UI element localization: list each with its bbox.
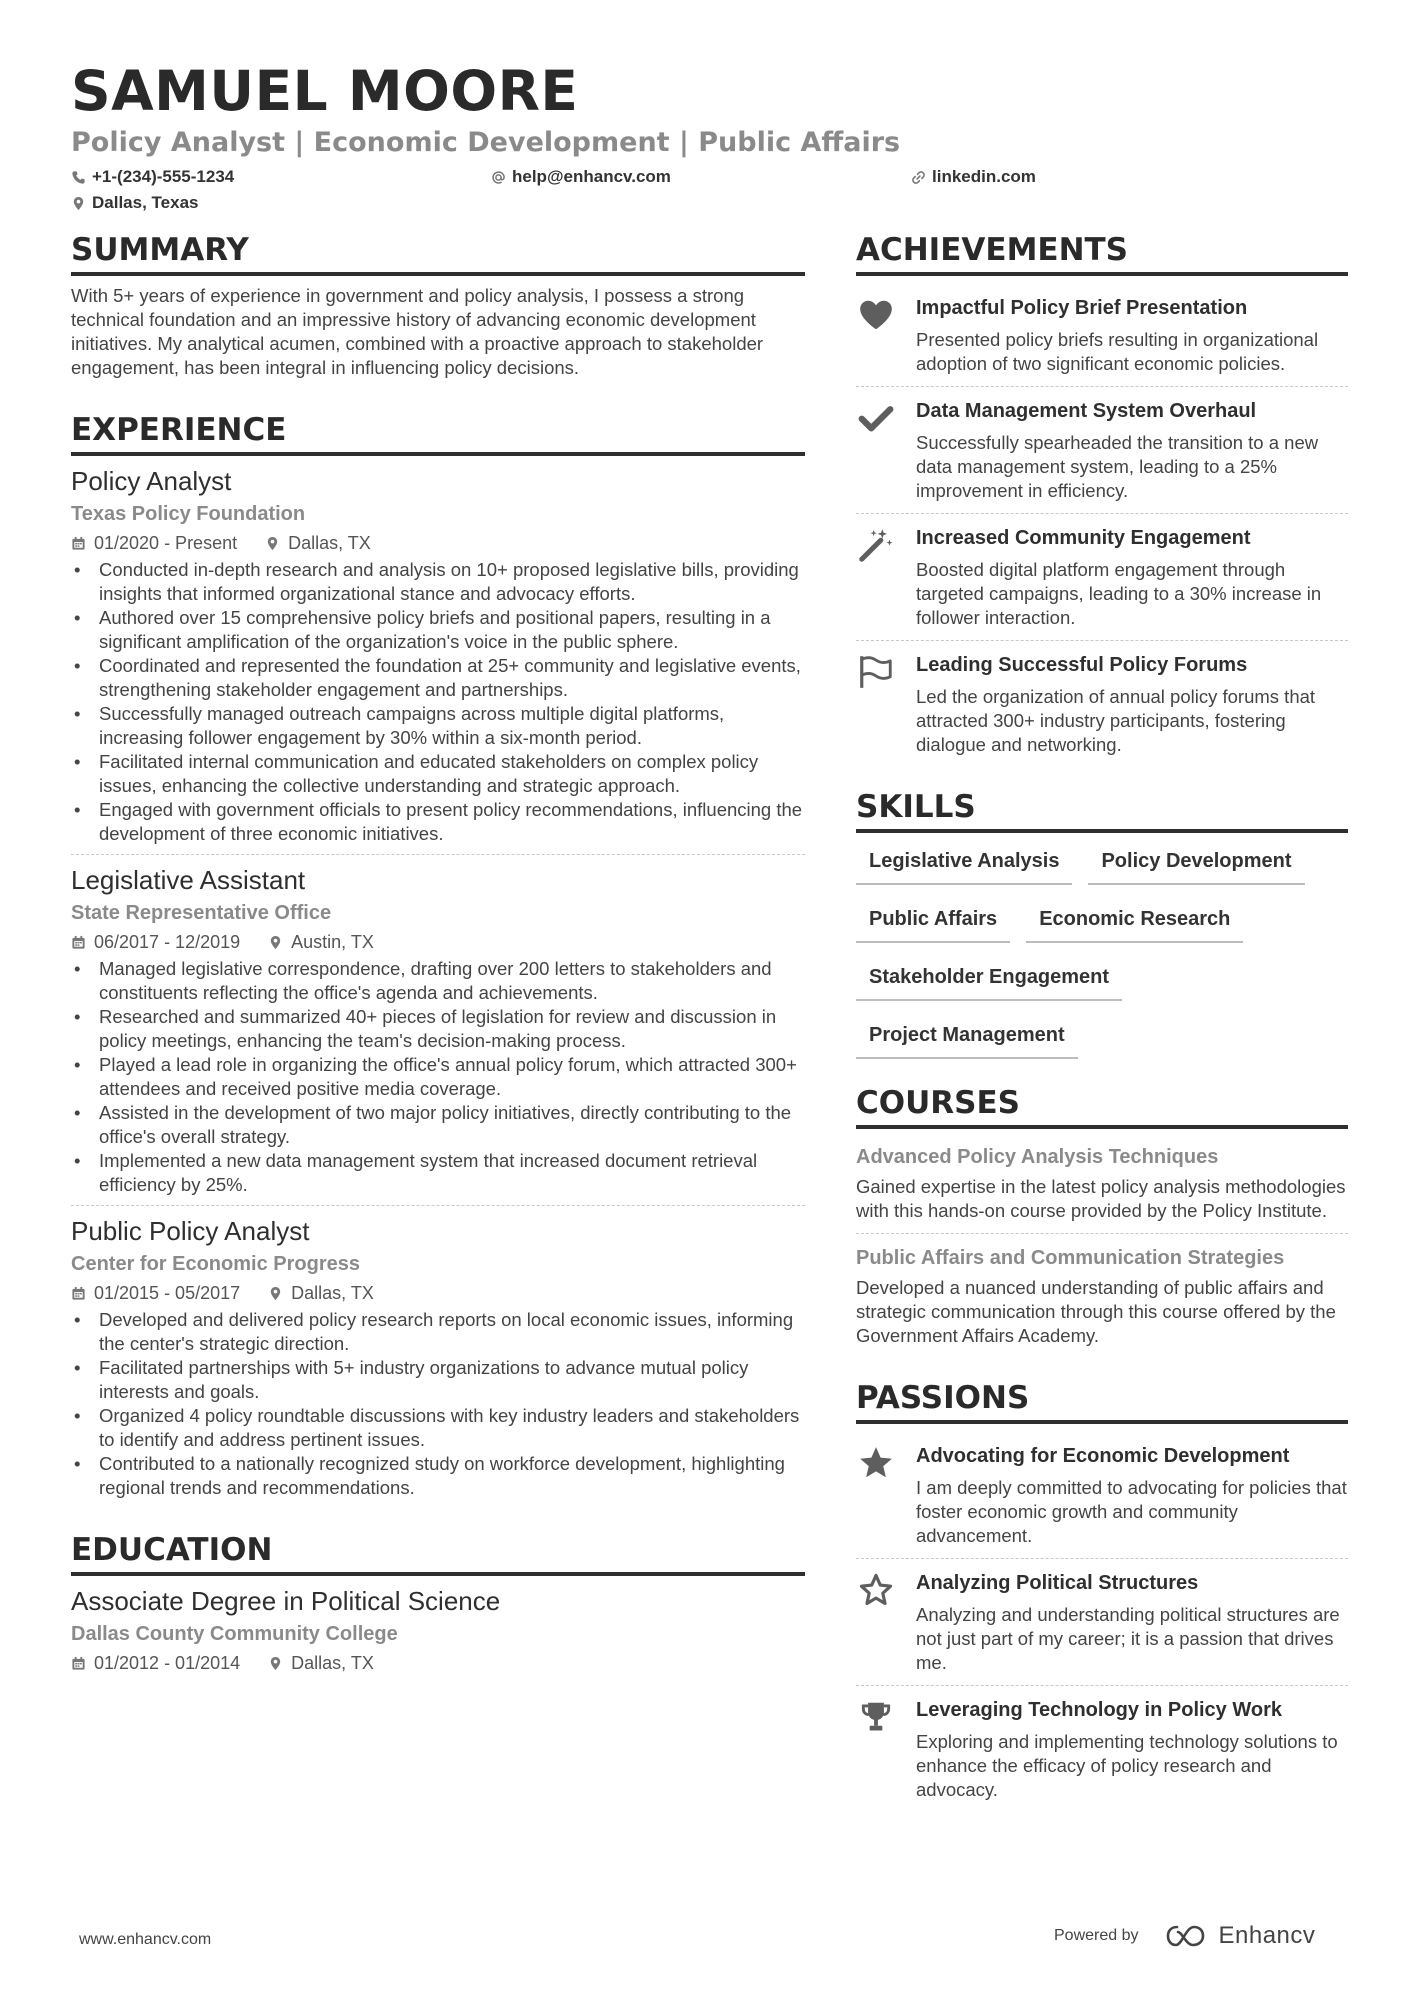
location-text: Dallas, Texas <box>92 193 199 212</box>
achievement-title: Data Management System Overhaul <box>916 400 1257 422</box>
job-title: Legislative Assistant <box>71 865 306 895</box>
bullet-item: • Conducted in-depth research and analysis on 10+ proposed legislative bills, providing insights that informed organizational stance and advocacy efforts. <box>71 558 805 606</box>
phone-text: +1-(234)-555-1234 <box>92 167 235 186</box>
skill-tag: Economic Research <box>1026 899 1243 943</box>
skills-list <box>856 841 1348 1059</box>
footer-website[interactable]: www.enhancv.com <box>79 1931 212 1948</box>
passion-title: Leveraging Technology in Policy Work <box>916 1699 1282 1721</box>
bullet-item: • Organized 4 policy roundtable discussions with key industry leaders and stakeholders to identify and address pertinent issues. <box>71 1404 805 1452</box>
job-dates <box>71 530 237 556</box>
bullet-item: • Played a lead role in organizing the office's annual policy forum, which attracted 300+ attendees and received positive media coverage. <box>71 1053 805 1101</box>
passion-desc: Analyzing and understanding political structures are not just part of my career; it is a passion that drives me. <box>916 1604 1340 1673</box>
job-dates <box>71 929 240 955</box>
courses-heading: COURSES <box>856 1081 1348 1129</box>
company-name: Texas Policy Foundation <box>71 503 306 525</box>
courses-section <box>856 1081 1348 1358</box>
contact-location <box>71 192 198 214</box>
education-section <box>71 1528 805 1676</box>
star-filled-icon <box>857 1444 895 1482</box>
bullet-item: • Implemented a new data management system that increased document retrieval efficiency by 25%. <box>71 1149 805 1197</box>
skills-heading: SKILLS <box>856 785 1348 833</box>
course-title: Advanced Policy Analysis Techniques <box>856 1146 1219 1168</box>
job-title: Public Policy Analyst <box>71 1216 310 1246</box>
enhancv-logo[interactable] <box>1165 1922 1316 1950</box>
achievement-title: Impactful Policy Brief Presentation <box>916 297 1248 319</box>
job-location-text: Austin, TX <box>291 932 374 952</box>
achievement-item <box>856 284 1348 386</box>
passion-desc: Exploring and implementing technology solutions to enhance the efficacy of policy research and advocacy. <box>916 1731 1338 1800</box>
passion-desc: I am deeply committed to advocating for policies that foster economic growth and community advancement. <box>916 1477 1347 1546</box>
education-heading: EDUCATION <box>71 1528 805 1576</box>
course-desc: Developed a nuanced understanding of public affairs and strategic communication through this course offered by the Government Affairs Academy. <box>856 1277 1336 1346</box>
education-dates <box>71 1650 240 1676</box>
achievement-desc: Led the organization of annual policy forums that attracted 300+ industry participants, fostering dialogue and networking. <box>916 686 1316 755</box>
calendar-icon <box>71 935 86 950</box>
job-dates <box>71 1280 240 1306</box>
skill-tag: Legislative Analysis <box>856 841 1072 885</box>
job-location <box>268 929 374 955</box>
phone-icon <box>71 170 86 185</box>
skills-section <box>856 785 1348 1059</box>
location-pin-icon <box>71 196 86 211</box>
school-name: Dallas County Community College <box>71 1623 398 1645</box>
contact-linkedin <box>911 166 1036 188</box>
at-sign-icon <box>491 170 506 185</box>
job-meta <box>71 1280 805 1306</box>
achievement-item <box>856 513 1348 640</box>
contact-info <box>71 166 1351 220</box>
experience-section <box>71 408 805 1508</box>
job-title: Policy Analyst <box>71 466 232 496</box>
bullet-item: • Assisted in the development of two major policy initiatives, directly contributing to the office's overall strategy. <box>71 1101 805 1149</box>
achievement-desc: Presented policy briefs resulting in organizational adoption of two significant economic policies. <box>916 329 1319 374</box>
star-outline-icon <box>857 1571 895 1609</box>
passion-item <box>856 1432 1348 1558</box>
experience-entry <box>71 464 805 854</box>
linkedin-link[interactable]: linkedin.com <box>932 167 1036 186</box>
summary-text: With 5+ years of experience in government and policy analysis, I possess a strong technical foundation and an impressive history of advancing economic development initiatives. My analytical acumen, combined with a proactive approach to stakeholder engagement, has been integral in influencing policy decisions. <box>71 285 764 378</box>
passion-title: Advocating for Economic Development <box>916 1445 1290 1467</box>
calendar-icon <box>71 1286 86 1301</box>
enhancv-logo-icon <box>1165 1923 1211 1949</box>
bullet-item: • Facilitated internal communication and educated stakeholders on complex policy issues, enhancing the collective understanding and strategic approach. <box>71 750 805 798</box>
skill-tag: Project Management <box>856 1015 1078 1059</box>
location-pin-icon <box>268 935 283 950</box>
calendar-icon <box>71 1656 86 1671</box>
achievement-desc: Boosted digital platform engagement through targeted campaigns, leading to a 30% increase in follower interaction. <box>916 559 1322 628</box>
job-dates-text: 01/2020 - Present <box>94 533 238 553</box>
achievement-item <box>856 386 1348 513</box>
job-dates-text: 06/2017 - 12/2019 <box>94 932 241 952</box>
achievement-title: Leading Successful Policy Forums <box>916 654 1248 676</box>
education-dates-text: 01/2012 - 01/2014 <box>94 1653 241 1673</box>
job-bullets <box>71 957 805 1197</box>
job-bullets <box>71 558 805 846</box>
bullet-item: • Authored over 15 comprehensive policy briefs and positional papers, resulting in a significant amplification of the organization's voice in the public sphere. <box>71 606 805 654</box>
course-item <box>856 1137 1348 1233</box>
job-bullets <box>71 1308 805 1500</box>
degree-title: Associate Degree in Political Science <box>71 1586 501 1616</box>
powered-by-label: Powered by <box>1054 1927 1139 1944</box>
passion-title: Analyzing Political Structures <box>916 1572 1199 1594</box>
skill-tag: Stakeholder Engagement <box>856 957 1122 1001</box>
experience-entry <box>71 1205 805 1508</box>
education-meta <box>71 1650 805 1676</box>
right-column <box>856 228 1348 1812</box>
summary-section <box>71 228 805 380</box>
achievements-section <box>856 228 1348 767</box>
left-column <box>71 228 805 1676</box>
achievement-item <box>856 640 1348 767</box>
bullet-item: • Facilitated partnerships with 5+ industry organizations to advance mutual policy interests and goals. <box>71 1356 805 1404</box>
bullet-item: • Managed legislative correspondence, drafting over 200 letters to stakeholders and constituents reflecting the office's agenda and achievements. <box>71 957 805 1005</box>
passion-item <box>856 1558 1348 1685</box>
bullet-item: • Developed and delivered policy research reports on local economic issues, informing the center's strategic direction. <box>71 1308 805 1356</box>
location-pin-icon <box>268 1286 283 1301</box>
contact-phone <box>71 166 234 188</box>
company-name: Center for Economic Progress <box>71 1253 360 1275</box>
achievements-heading: ACHIEVEMENTS <box>856 228 1348 276</box>
course-desc: Gained expertise in the latest policy analysis methodologies with this hands-on course provided by the Policy Institute. <box>856 1176 1346 1221</box>
job-dates-text: 01/2015 - 05/2017 <box>94 1283 241 1303</box>
location-pin-icon <box>268 1656 283 1671</box>
skill-tag: Public Affairs <box>856 899 1010 943</box>
location-pin-icon <box>265 536 280 551</box>
skill-tag: Policy Development <box>1088 841 1304 885</box>
bullet-item: • Coordinated and represented the foundation at 25+ community and legislative events, strengthening stakeholder engagement and partnerships. <box>71 654 805 702</box>
passions-section <box>856 1376 1348 1812</box>
summary-heading: SUMMARY <box>71 228 805 276</box>
course-item <box>856 1233 1348 1358</box>
magic-wand-icon <box>857 526 895 564</box>
job-location <box>268 1280 374 1306</box>
calendar-icon <box>71 536 86 551</box>
candidate-tagline: Policy Analyst | Economic Development | Public Affairs <box>71 127 901 158</box>
bullet-item: • Contributed to a nationally recognized study on workforce development, highlighting regional trends and recommendations. <box>71 1452 805 1500</box>
experience-entry <box>71 854 805 1205</box>
job-meta <box>71 929 805 955</box>
course-title: Public Affairs and Communication Strategies <box>856 1247 1285 1269</box>
contact-email <box>491 166 671 188</box>
experience-heading: EXPERIENCE <box>71 408 805 456</box>
achievement-title: Increased Community Engagement <box>916 527 1251 549</box>
heart-icon <box>857 296 895 334</box>
education-location-text: Dallas, TX <box>291 1653 374 1673</box>
job-location <box>265 530 371 556</box>
flag-icon <box>857 653 895 691</box>
bullet-item: • Researched and summarized 40+ pieces of legislation for review and discussion in policy meetings, enhancing the team's decision-making process. <box>71 1005 805 1053</box>
link-icon <box>911 170 926 185</box>
job-location-text: Dallas, TX <box>288 533 371 553</box>
company-name: State Representative Office <box>71 902 332 924</box>
checkmark-icon <box>857 399 895 437</box>
bullet-item: • Engaged with government officials to present policy recommendations, influencing the development of three economic initiatives. <box>71 798 805 846</box>
education-location <box>268 1650 374 1676</box>
job-location-text: Dallas, TX <box>291 1283 374 1303</box>
passion-item <box>856 1685 1348 1812</box>
brand-name: Enhancv <box>1218 1922 1316 1949</box>
bullet-item: • Successfully managed outreach campaigns across multiple digital platforms, increasing follower engagement by 30% within a six-month period. <box>71 702 805 750</box>
email-link[interactable]: help@enhancv.com <box>512 167 671 186</box>
job-meta <box>71 530 805 556</box>
passions-heading: PASSIONS <box>856 1376 1348 1424</box>
achievement-desc: Successfully spearheaded the transition to a new data management system, leading to a 25% improvement in efficiency. <box>916 432 1319 501</box>
resume-header <box>71 58 1351 220</box>
candidate-name: SAMUEL MOORE <box>71 59 579 123</box>
footer-branding <box>1054 1922 1315 1950</box>
trophy-icon <box>857 1698 895 1736</box>
